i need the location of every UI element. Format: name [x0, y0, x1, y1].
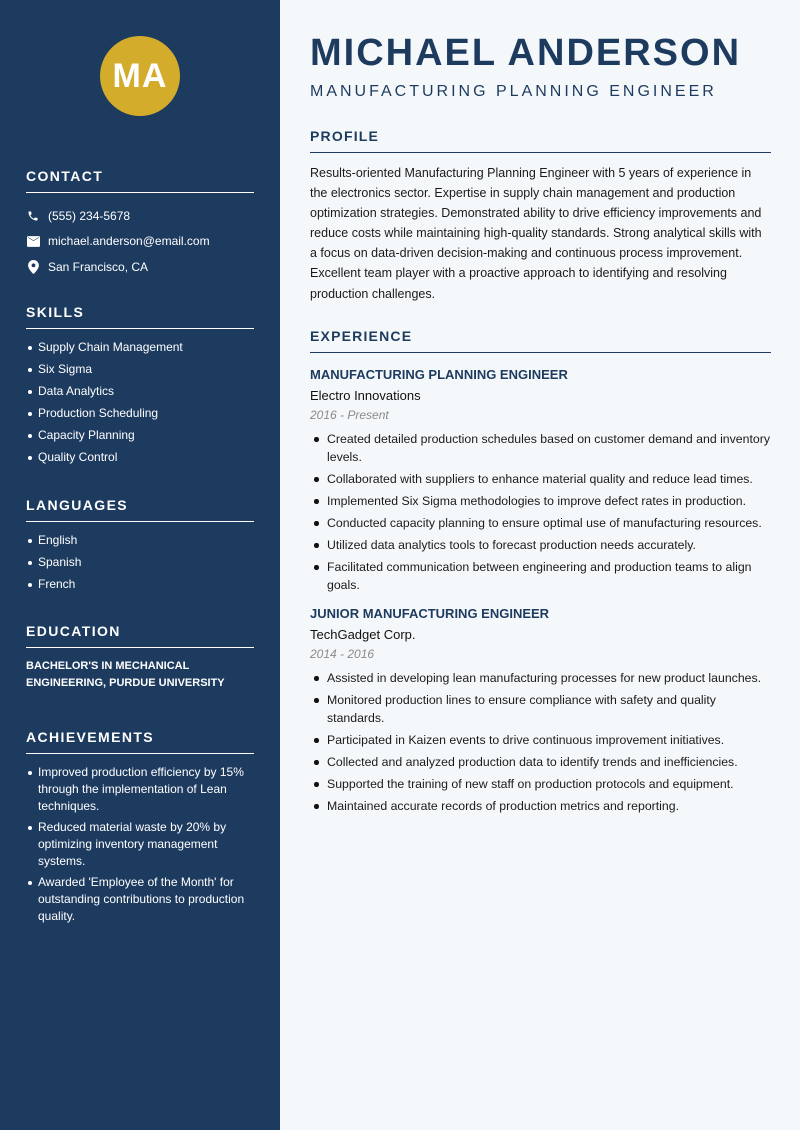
- languages-list: [26, 532, 254, 593]
- education-section: [26, 623, 254, 692]
- mail-icon: [26, 234, 40, 248]
- job-bullet: Utilized data analytics tools to forecast production needs accurately.: [310, 536, 771, 554]
- job-company: TechGadget Corp.: [310, 627, 416, 642]
- achievements-heading: ACHIEVEMENTS: [26, 729, 254, 754]
- job-bullet: Monitored production lines to ensure compliance with safety and quality standards.: [310, 691, 771, 727]
- contact-location: [26, 254, 254, 280]
- achievements-section: [26, 729, 254, 929]
- language-item: English: [26, 532, 254, 549]
- job-bullets: [310, 430, 771, 594]
- profile-heading: PROFILE: [310, 128, 771, 153]
- profile-section: [310, 128, 771, 304]
- phone-icon: [26, 209, 40, 223]
- skill-item: Supply Chain Management: [26, 339, 254, 356]
- achievement-item: Awarded 'Employee of the Month' for outstanding contributions to production quality.: [26, 874, 254, 925]
- job-company: Electro Innovations: [310, 388, 421, 403]
- job-bullet: Implemented Six Sigma methodologies to improve defect rates in production.: [310, 492, 771, 510]
- avatar: MA: [100, 36, 180, 116]
- job-bullet: Collaborated with suppliers to enhance material quality and reduce lead times.: [310, 470, 771, 488]
- job-bullet: Collected and analyzed production data to identify trends and inefficiencies.: [310, 753, 771, 771]
- contact-section: [26, 168, 254, 280]
- candidate-role: MANUFACTURING PLANNING ENGINEER: [310, 83, 717, 100]
- education-heading: EDUCATION: [26, 623, 254, 648]
- job-dates: 2016 - Present: [310, 408, 389, 422]
- contact-email-text[interactable]: michael.anderson@email.com: [48, 234, 210, 249]
- languages-heading: LANGUAGES: [26, 497, 254, 522]
- education-degree: BACHELOR'S IN MECHANICAL ENGINEERING, PURDUE UNIVERSITY: [26, 660, 225, 689]
- skills-heading: SKILLS: [26, 304, 254, 329]
- achievements-list: [26, 764, 254, 925]
- job-title: MANUFACTURING PLANNING ENGINEER: [310, 367, 568, 382]
- skill-item: Capacity Planning: [26, 427, 254, 444]
- job-bullet: Supported the training of new staff on production protocols and equipment.: [310, 775, 771, 793]
- contact-email: [26, 229, 254, 255]
- skill-item: Production Scheduling: [26, 405, 254, 422]
- language-item: Spanish: [26, 554, 254, 571]
- experience-section: [310, 328, 771, 819]
- contact-phone-text[interactable]: (555) 234-5678: [48, 208, 131, 223]
- job-entry: [310, 606, 771, 815]
- achievement-item: Improved production efficiency by 15% through the implementation of Lean techniques.: [26, 764, 254, 815]
- job-bullet: Assisted in developing lean manufacturing processes for new product launches.: [310, 669, 771, 687]
- skills-section: [26, 304, 254, 471]
- job-dates: 2014 - 2016: [310, 647, 375, 661]
- contact-heading: CONTACT: [26, 168, 254, 193]
- skill-item: Data Analytics: [26, 383, 254, 400]
- achievement-item: Reduced material waste by 20% by optimizing inventory management systems.: [26, 819, 254, 870]
- job-bullet: Facilitated communication between engineering and production teams to align goals.: [310, 558, 771, 594]
- job-bullet: Created detailed production schedules based on customer demand and inventory levels.: [310, 430, 771, 466]
- languages-section: [26, 497, 254, 598]
- job-bullet: Conducted capacity planning to ensure optimal use of manufacturing resources.: [310, 514, 771, 532]
- job-bullet: Participated in Kaizen events to drive continuous improvement initiatives.: [310, 731, 771, 749]
- job-entry: [310, 367, 771, 594]
- job-title: JUNIOR MANUFACTURING ENGINEER: [310, 606, 550, 621]
- job-bullet: Maintained accurate records of production metrics and reporting.: [310, 797, 771, 815]
- skill-item: Six Sigma: [26, 361, 254, 378]
- skill-item: Quality Control: [26, 449, 254, 466]
- skills-list: [26, 339, 254, 466]
- experience-heading: EXPERIENCE: [310, 328, 771, 353]
- job-bullets: [310, 669, 771, 815]
- contact-phone: [26, 203, 254, 229]
- contact-location-text: San Francisco, CA: [48, 259, 149, 274]
- location-pin-icon: [26, 260, 40, 274]
- language-item: French: [26, 576, 254, 593]
- sidebar: [0, 0, 280, 1130]
- profile-text: Results-oriented Manufacturing Planning Engineer with 5 years of experience in the electronics sector. Expertise in supply chain management and production optimization strategies. Demonstrated ability to drive efficiency improvements and reduce costs while maintaining high-quality standards. Strong analytical skills with a focus on data-driven decision-making and continuous process improvement. Excellent team player with a proactive approach to identifying and resolving production challenges.: [310, 166, 762, 301]
- candidate-name: MICHAEL ANDERSON: [310, 32, 742, 74]
